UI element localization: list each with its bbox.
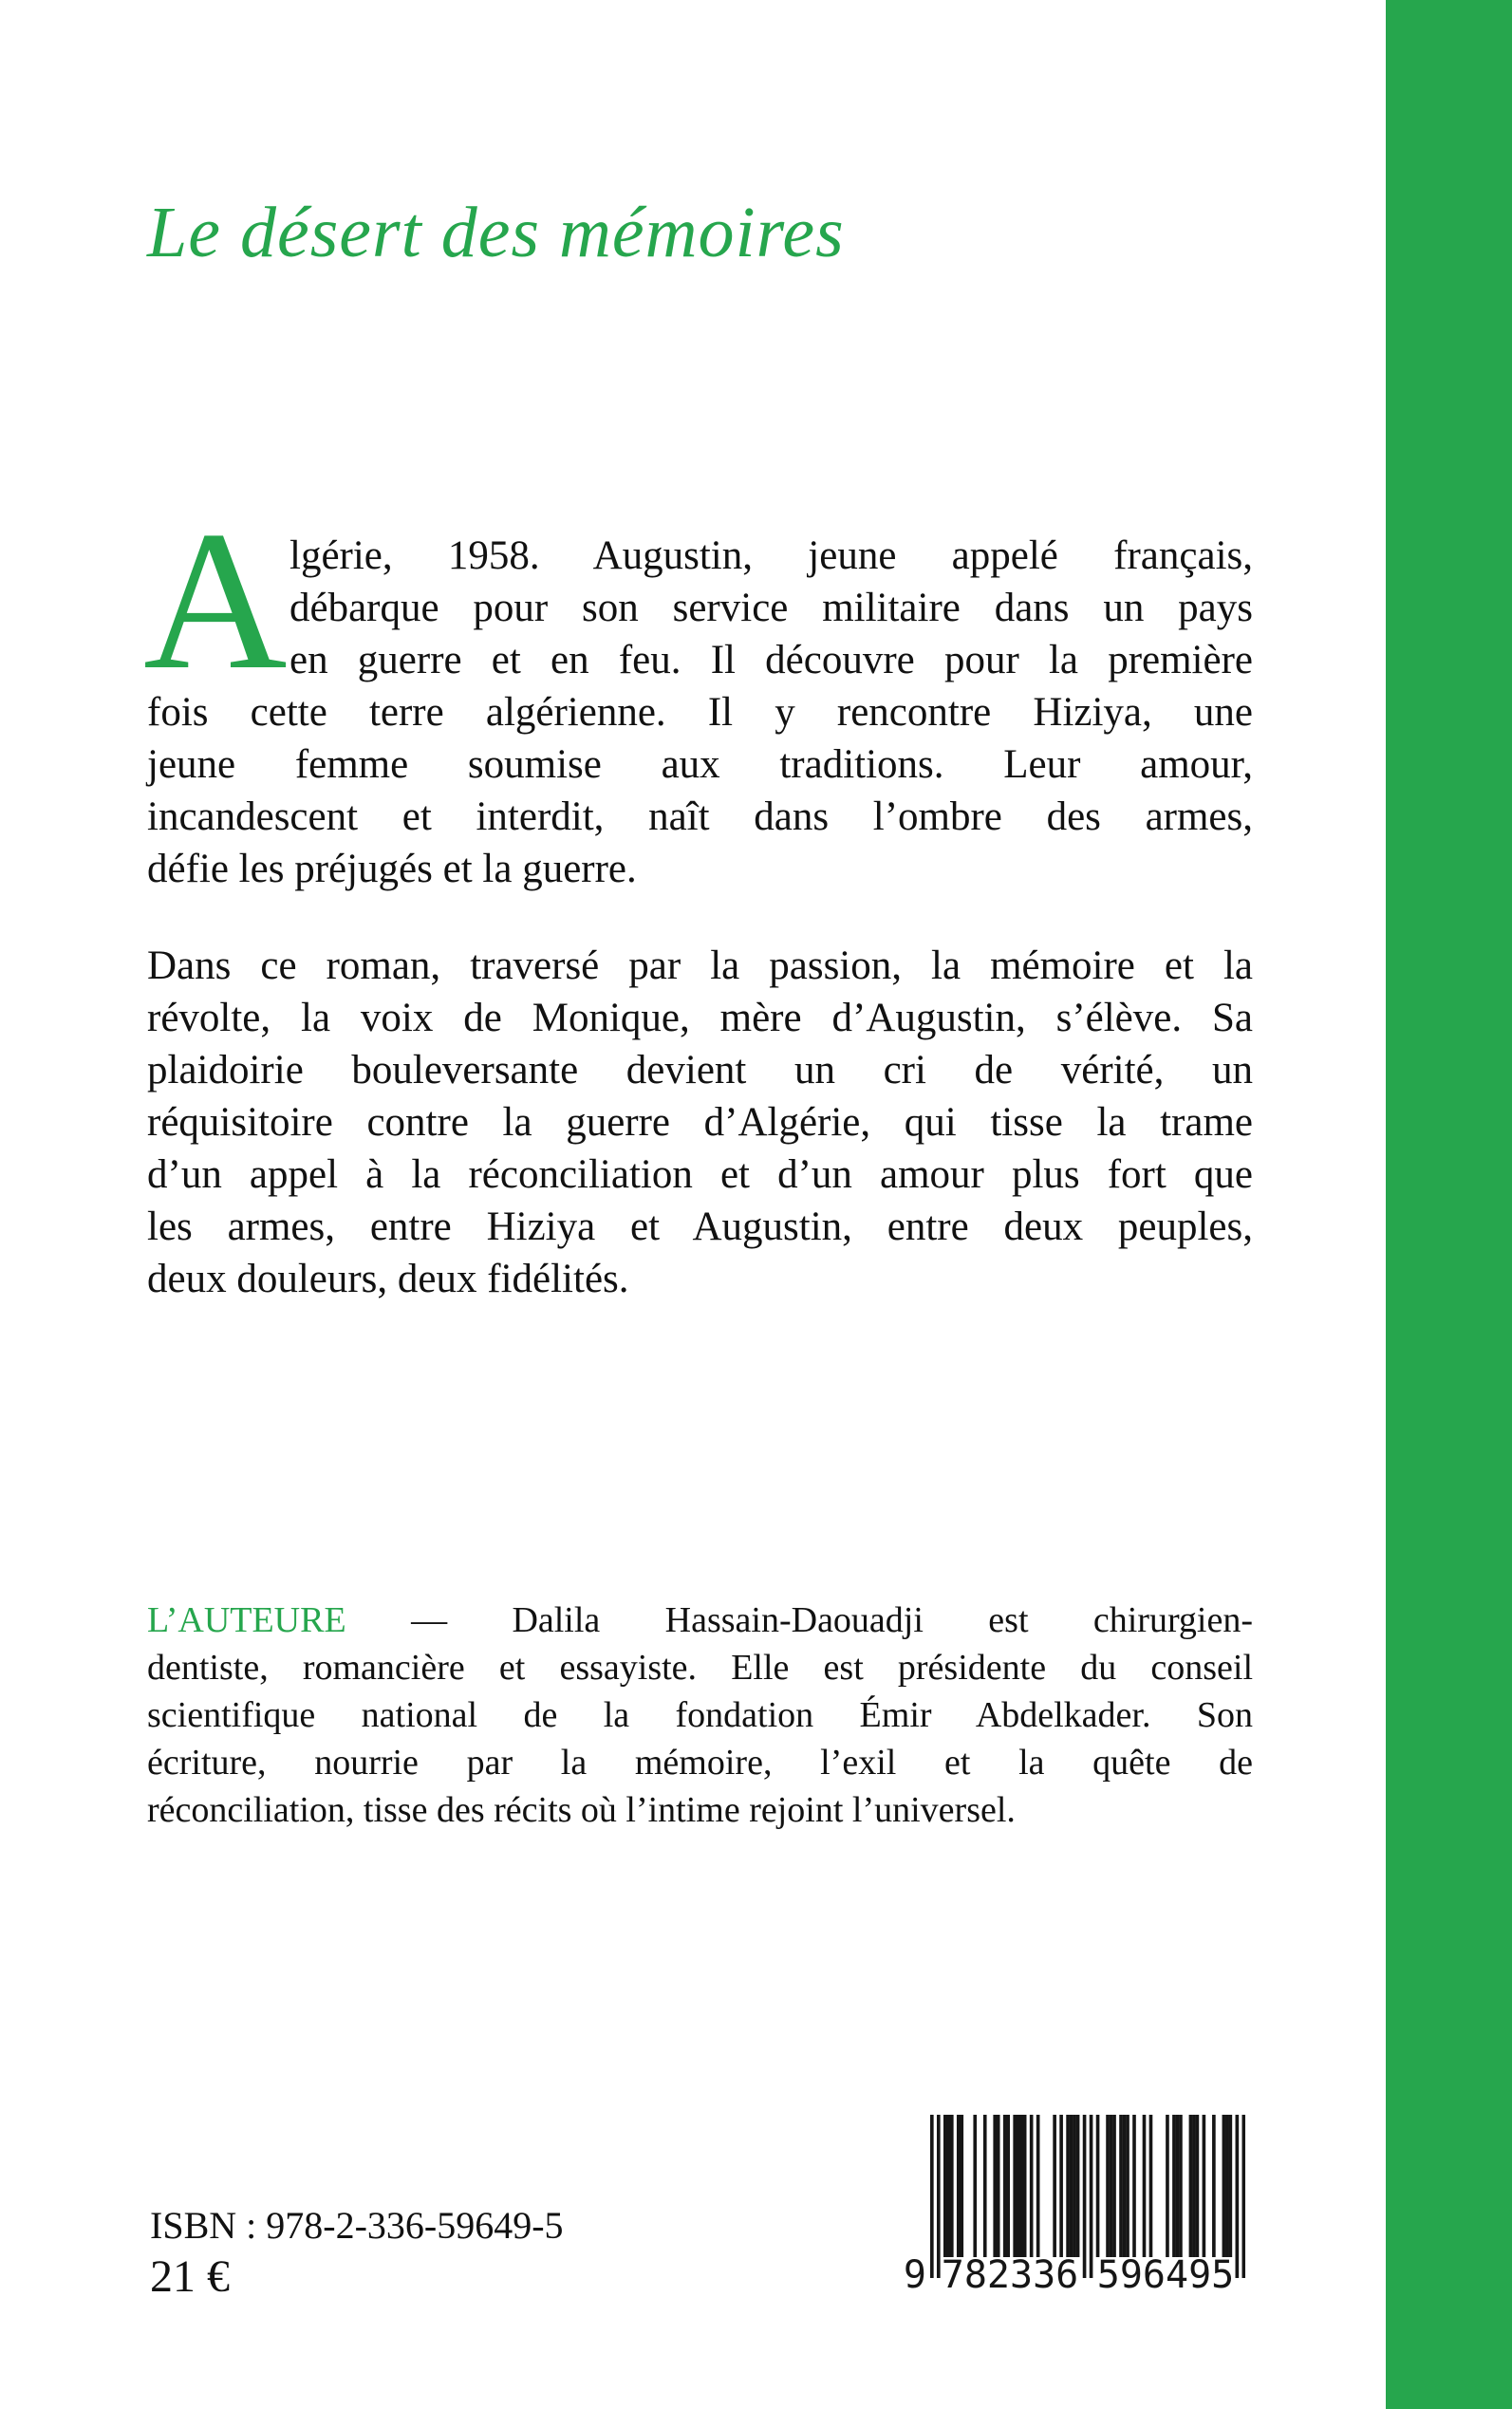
barcode-digit-left: 9 [903, 2253, 926, 2297]
synopsis-line: incandescent et interdit, naît dans l’ombre des armes, [147, 794, 1253, 839]
author-line: écriture, nourrie par la mémoire, l’exil et la quête de [147, 1743, 1253, 1783]
drop-cap [143, 491, 289, 711]
synopsis-paragraph-2 [147, 940, 1253, 1305]
barcode [903, 2115, 1245, 2297]
synopsis-line: plaidoirie bouleversante devient un cri de vérité, un [147, 1048, 1253, 1092]
synopsis-line: Dans ce roman, traversé par la passion, la mémoire et la [147, 943, 1253, 988]
synopsis-line: débarque pour son service militaire dans un pays [289, 586, 1253, 630]
book-title: Le désert des mémoires [147, 193, 845, 272]
isbn-text: ISBN : 978-2-336-59649-5 [150, 2204, 564, 2247]
author-line: scientifique national de la fondation Émir Abdelkader. Son [147, 1695, 1253, 1735]
synopsis-line: en guerre et en feu. Il découvre pour la première [289, 638, 1253, 682]
synopsis-line: défie les préjugés et la guerre. [147, 847, 637, 891]
barcode-digits-group1: 782336 [941, 2253, 1079, 2297]
green-spine-band [1386, 0, 1512, 2409]
barcode-digits-group2: 596495 [1096, 2253, 1235, 2297]
author-section [147, 1597, 1253, 1834]
author-line: dentiste, romancière et essayiste. Elle est présidente du conseil [147, 1648, 1253, 1688]
author-line: réconciliation, tisse des récits où l’intime rejoint l’universel. [147, 1790, 1016, 1830]
drop-cap-letter: A [143, 491, 288, 711]
synopsis-line: réquisitoire contre la guerre d’Algérie, qui tisse la trame [147, 1100, 1253, 1145]
synopsis-line: d’un appel à la réconciliation et d’un amour plus fort que [147, 1152, 1253, 1197]
author-label: L’AUTEURE [147, 1600, 346, 1640]
synopsis-line: révolte, la voix de Monique, mère d’Augustin, s’élève. Sa [147, 996, 1253, 1040]
price-text: 21 € [150, 2251, 230, 2302]
author-line [147, 1597, 1253, 1644]
synopsis-line: les armes, entre Hiziya et Augustin, entre deux peuples, [147, 1204, 1253, 1249]
synopsis-line: deux douleurs, deux fidélités. [147, 1257, 629, 1301]
synopsis-line: lgérie, 1958. Augustin, jeune appelé français, [289, 533, 1253, 578]
synopsis-line: fois cette terre algérienne. Il y rencontre Hiziya, une [147, 690, 1253, 735]
synopsis-line: jeune femme soumise aux traditions. Leur amour, [147, 742, 1253, 787]
synopsis-paragraph-1 [143, 491, 1253, 895]
author-line1-text: — Dalila Hassain-Daouadji est chirurgien- [345, 1600, 1253, 1640]
